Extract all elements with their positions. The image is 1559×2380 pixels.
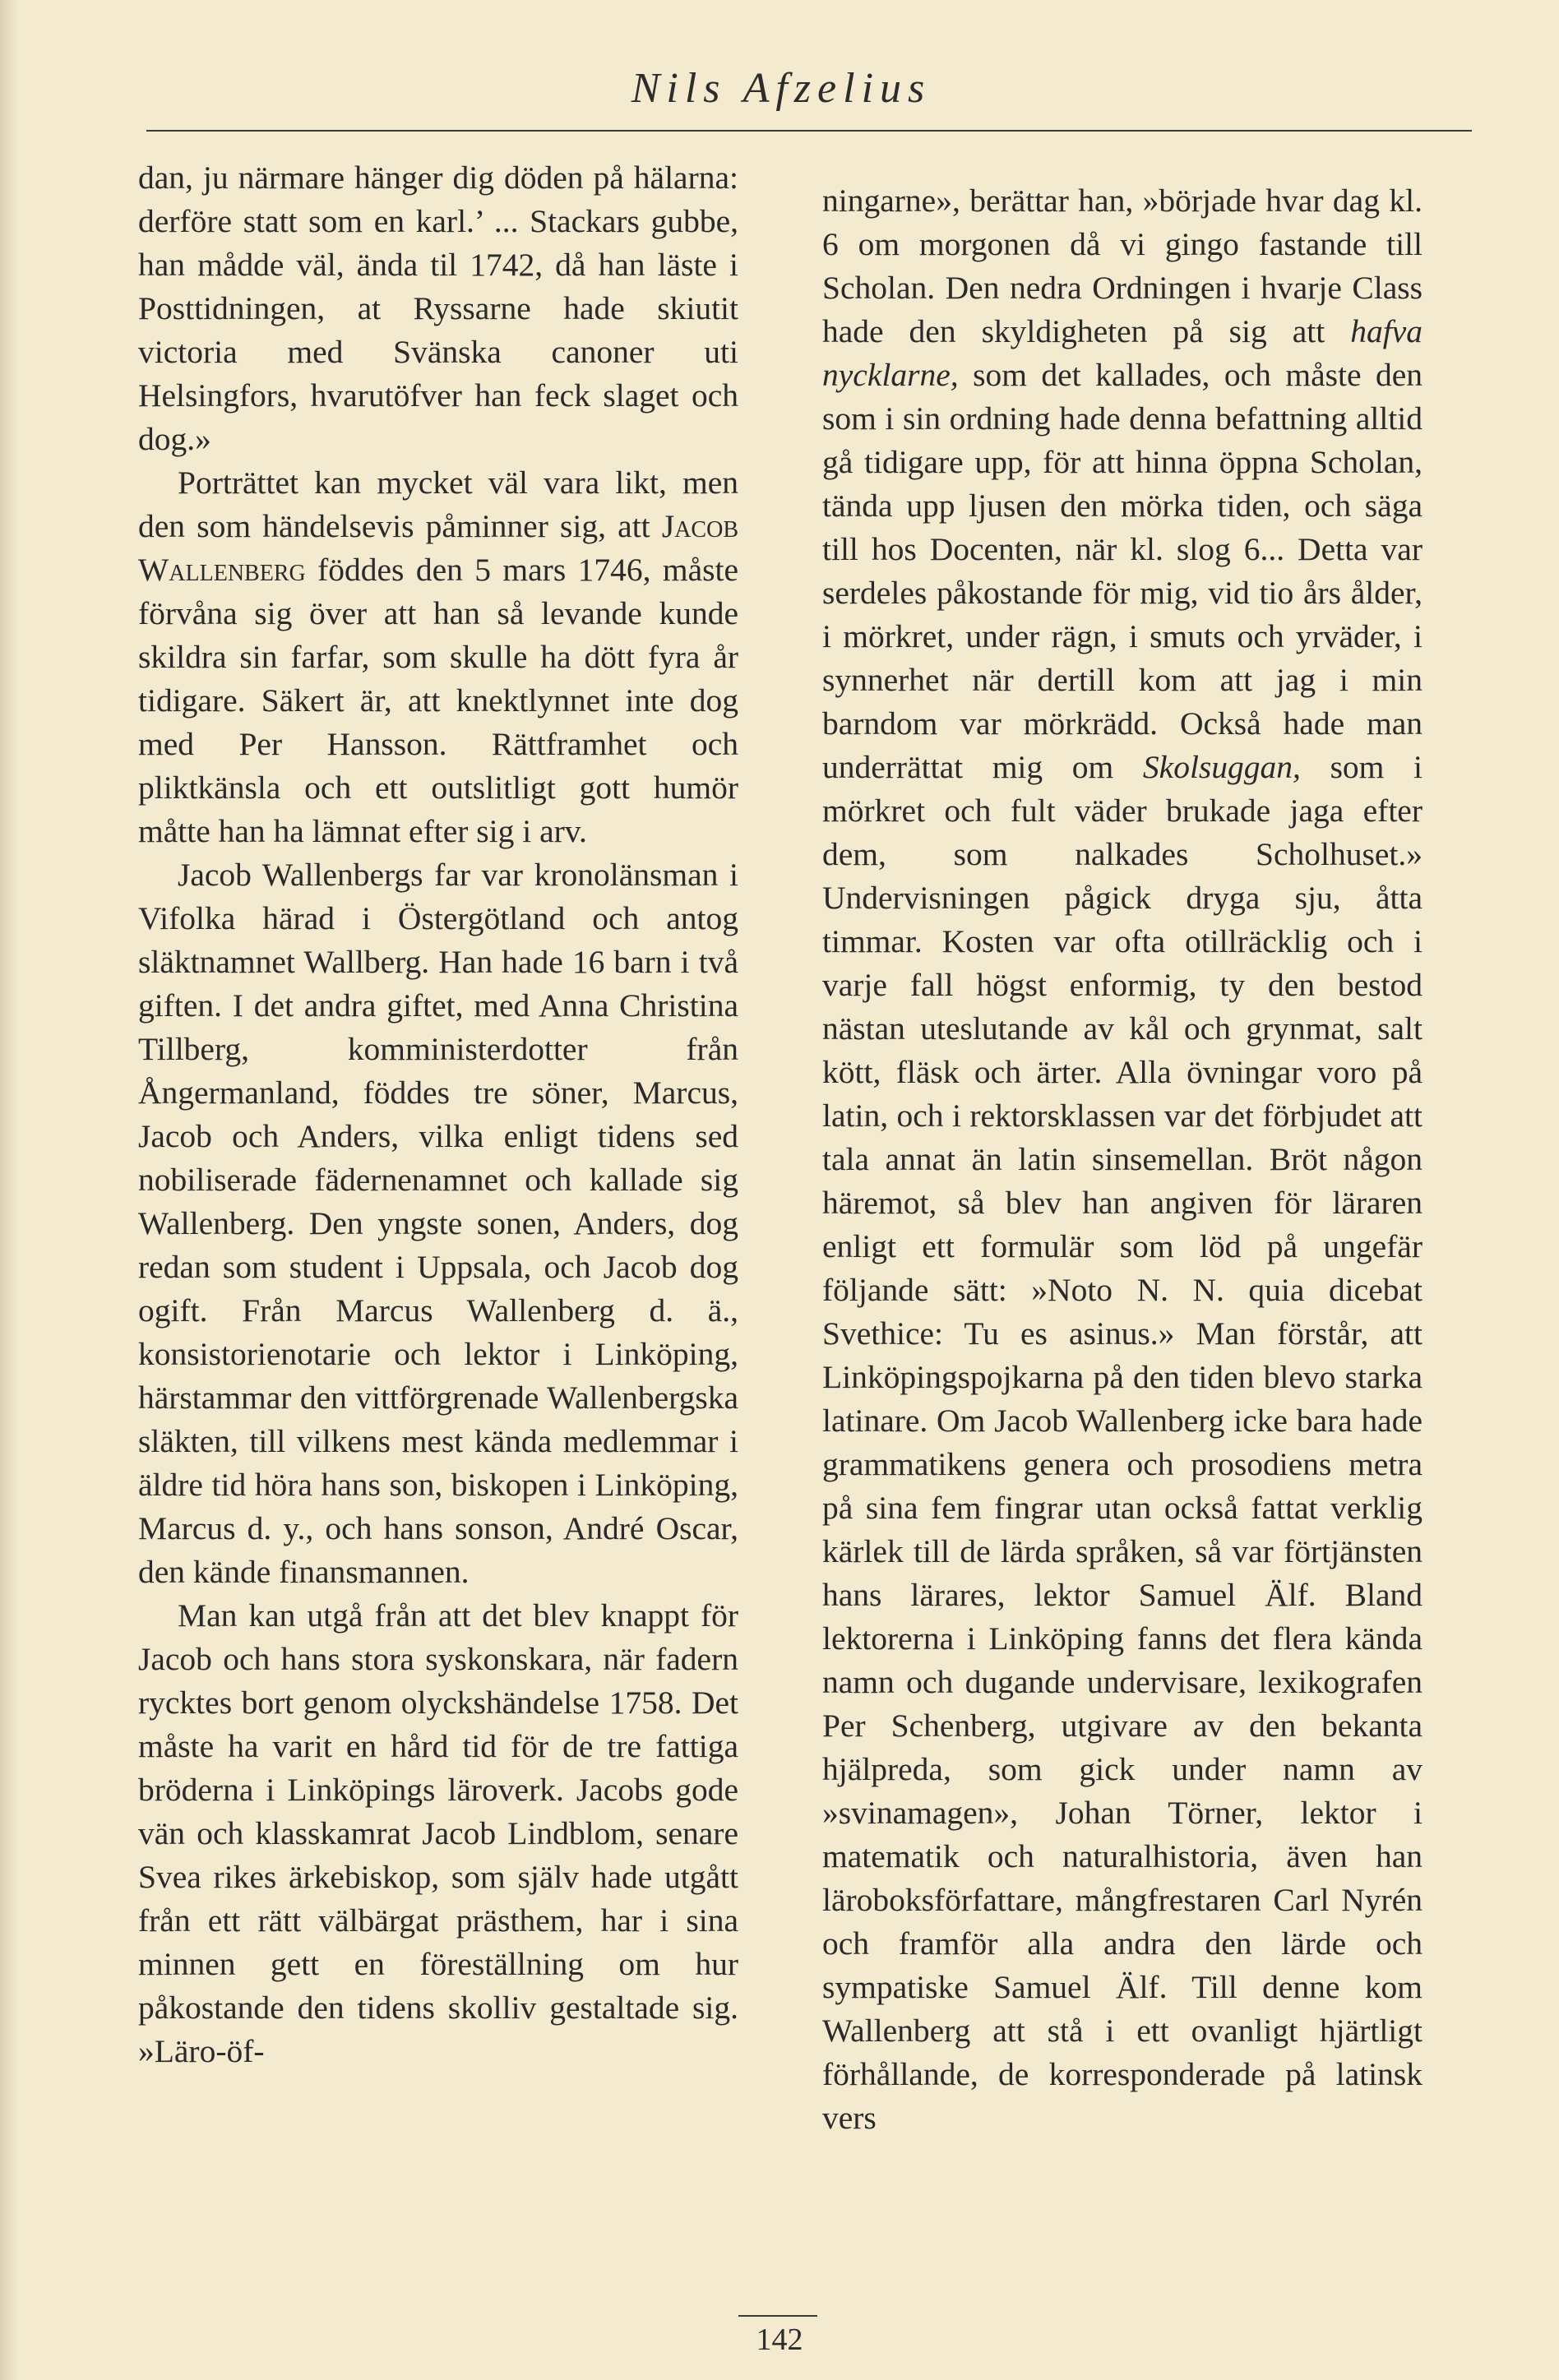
left-column [138,156,738,2073]
paragraph-5-text-c: som i mörkret och fult väder brukade jaga efter dem, som nalkades Scholhuset.» Undervisningen pågick dryga sju, åtta timmar. Kosten var ofta otillräcklig och i varje fall högst enformig, ty den bestod nästan uteslutande av kål och grynmat, salt kött, fläsk och ärter. Alla övningar voro på latin, och i rektorsklassen var det förbjudet att tala annat än latin sinsemellan. Bröt någon häremot, så blev han angiven för läraren enligt ett formulär som löd på ungefär följande sätt: »Noto N. N. quia dicebat Svethice: Tu es asinus.» Man förstår, att Linköpingspojkarna på den tiden blevo starka latinare. Om Jacob Wallenberg icke bara hade grammatikens genera och prosodiens metra på sina fem fingrar utan också fattat verklig kärlek till de lärda språken, så var förtjänsten hans lärares, lektor Samuel Älf. Bland lektorerna i Linköping fanns det flera kända namn och dugande undervisare, lexikografen Per Schenberg, utgivare av den bekanta hjälpreda, som gick under namn av »svinamagen», Johan Törner, lektor i matematik och naturalhistoria, även han läroboksförfattare, mångfrestaren Carl Nyrén och framför alla andra den lärde och sympatiske Samuel Älf. Till denne kom Wallenberg att stå i ett ovanligt hjärtligt förhållande, de korresponderade på latinsk vers [822,749,1423,2136]
paragraph-5 [822,179,1423,2140]
paragraph-4: Man kan utgå från att det blev knappt för Jacob och hans stora syskonskara, när fadern rycktes bort genom olyckshändelse 1758. Det måste ha varit en hård tid för de tre fattiga bröderna i Linköpings läroverk. Jacobs gode vän och klasskamrat Jacob Lindblom, senare Svea rikes ärkebiskop, som själv hade utgått från ett rätt välbärgat prästhem, har i sina minnen gett en föreställning om hur påkostande den tidens skolliv gestaltade sig. »Läro-öf- [138,1597,738,2069]
running-head: Nils Afzelius [631,65,932,112]
page-number: 142 [756,2322,803,2357]
paragraph-5-text-b: som det kallades, och måste den som i sin ordning hade denna befattning alltid gå tidigare upp, för att hinna öppna Scholan, tända upp ljusen den mörka tiden, och säga till hos Docenten, när kl. slog 6... Detta var serdeles påkostande för mig, vid tio års ålder, i mörkret, under rägn, i smuts och yrväder, i synnerhet när dertill kom att jag i min barndom var mörkrädd. Också hade man underrättat mig om [822,357,1423,785]
paragraph-2-text-b: föddes den 5 mars 1746, måste förvåna sig över att han så levande kunde skildra sin farfar, som skulle ha dött fyra år tidigare. Säkert är, att knektlynnet inte dog med Per Hansson. Rättframhet och pliktkänsla och ett outslitligt gott humör måtte han ha lämnat efter sig i arv. [138,552,738,849]
folio-rule [738,2315,817,2317]
paragraph-2-text-a: Porträttet kan mycket väl vara likt, men den som händelsevis påminner sig, att [138,464,738,544]
paragraph-5-text-a: ningarne», berättar han, »började hvar dag kl. 6 om morgonen då vi gingo fastande till Scholan. Den nedra Ordningen i hvarje Class hade den skyldigheten på sig att [822,183,1423,349]
header-rule [146,130,1472,132]
right-column [822,179,1423,2140]
italic-phrase-skolsuggan: Skolsuggan, [1142,749,1301,785]
paragraph-3: Jacob Wallenbergs far var kronolänsman i Vifolka härad i Östergötland och antog släktnamnet Wallberg. Han hade 16 barn i två giften. I det andra giftet, med Anna Christina Tillberg, komministerdotter från Ångermanland, föddes tre söner, Marcus, Jacob och Anders, vilka enligt tidens sed nobiliserade fädernenamnet och kallade sig Wallenberg. Den yngste sonen, Anders, dog redan som student i Uppsala, och Jacob dog ogift. Från Marcus Wallenberg d. ä., konsistorienotarie och lektor i Linköping, härstammar den vittförgrenade Wallenbergska släkten, till vilkens mest kända medlemmar i äldre tid höra hans son, biskopen i Linköping, Marcus d. y., och hans sonson, André Oscar, den kände finansmannen. [138,857,738,1590]
person-name-small-caps: Jacob Wallenberg [138,508,738,588]
italic-phrase-nycklarne: hafva nycklarne, [822,313,1423,393]
paragraph-2 [138,461,738,853]
page-binding-edge [0,0,18,2380]
paragraph-1: dan, ju närmare hänger dig döden på hälarna: derföre statt som en karl.’ ... Stackars gubbe, han mådde väl, ända til 1742, då han läste i Posttidningen, at Ryssarne hade skiutit victoria med Svänska canoner uti Helsingfors, hvarutöfver han feck slaget och dog.» [138,159,738,457]
